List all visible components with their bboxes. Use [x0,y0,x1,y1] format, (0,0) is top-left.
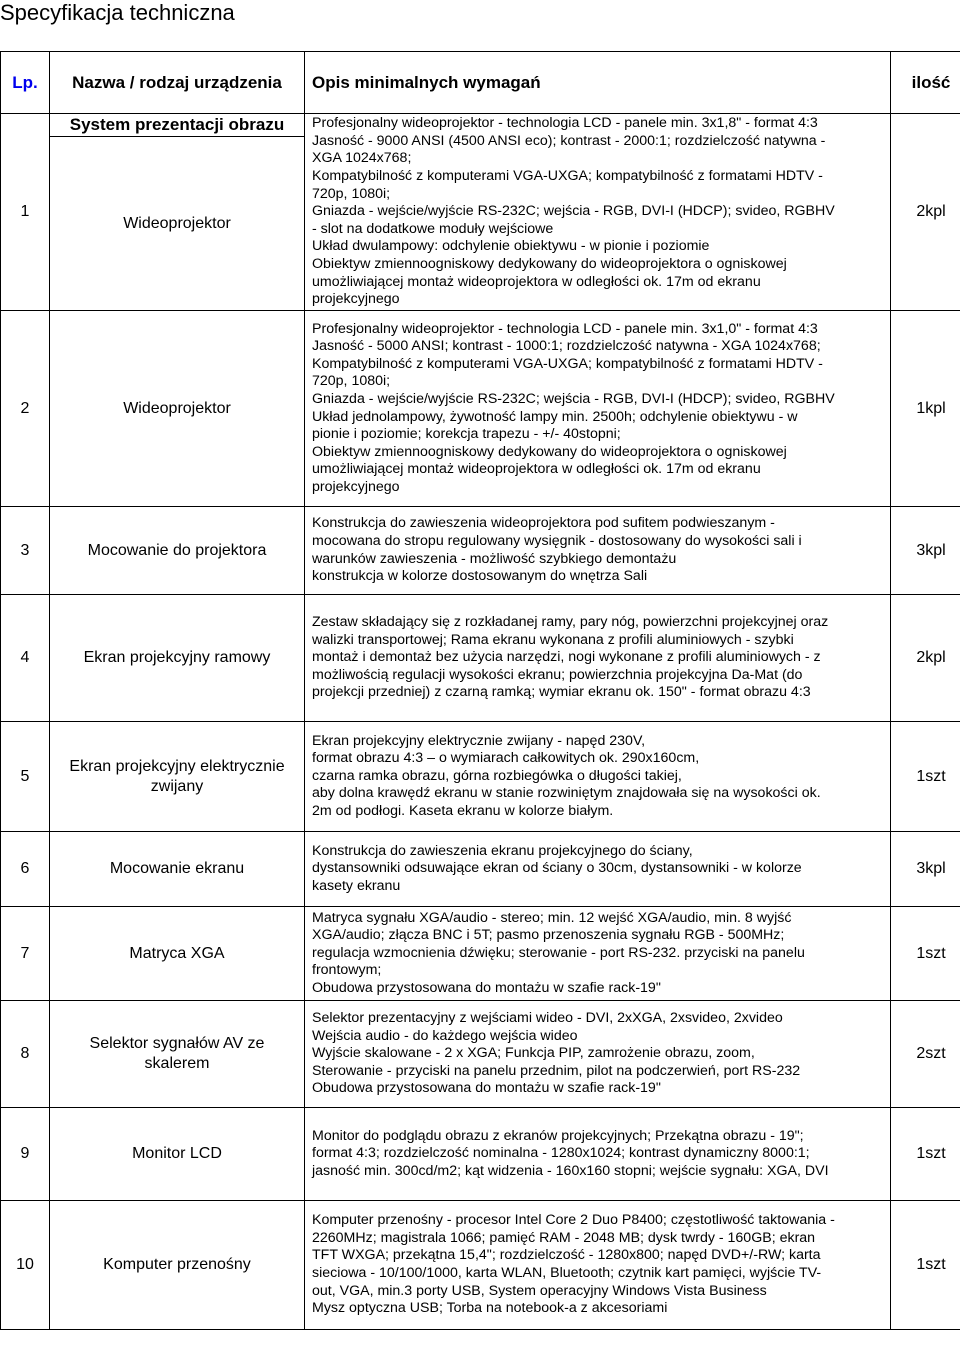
quantity: 3kpl [891,832,960,907]
device-name [50,907,305,1001]
device-name-text: Selektor sygnałów AV ze skalerem [89,1035,265,1072]
description-line: Obudowa przystosowana do montażu w szafie rack-19" [312,1080,661,1097]
description-line: frontowym; [312,962,382,979]
description-line: umożliwiającej montaż wideoprojektora w odległości ok. 17m od ekranu [312,273,761,290]
row-number: 10 [1,1201,50,1330]
quantity: 2kpl [891,114,960,311]
row-number: 4 [1,595,50,722]
table-row [1,1108,960,1201]
device-name-text: Wideoprojektor [123,399,231,417]
description-line: możliwością regulacji wysokości ekranu; powierzchnia projekcyjna Da-Mat (do [312,666,803,683]
description-line: - slot na dodatkowe moduły wejściowe [312,220,554,237]
description-line: Profesjonalny wideoprojektor - technologia LCD - panele min. 3x1,0" - format 4:3 [312,320,818,337]
description-line: konstrukcja w kolorze dostosowanym do wnętrza Sali [312,568,648,585]
row-number: 5 [1,722,50,832]
device-name-text: Monitor LCD [132,1145,222,1162]
device-name [50,595,305,722]
page-title: Specyfikacja techniczna [0,0,235,25]
section-row [1,114,960,137]
description-line: umożliwiającej montaż wideoprojektora w odległości ok. 17m od ekranu [312,461,761,478]
description-line: Komputer przenośny - procesor Intel Core 2 Duo P8400; częstotliwość taktowania - [312,1212,835,1229]
device-name [50,507,305,595]
device-name-text: Matryca XGA [129,944,225,962]
row-number: 2 [1,311,50,507]
description-line: Konstrukcja do zawieszenia wideoprojektora pod sufitem podwieszanym - [312,515,775,532]
description-line: Kompatybilność z komputerami VGA-UXGA; kompatybilność z formatami HDTV - [312,168,823,185]
row-number: 8 [1,1001,50,1108]
description-line: aby dolna krawędź ekranu w stanie rozwiniętym znajdowała się na wysokości ok. [312,785,821,802]
device-description [305,907,891,1001]
quantity: 1szt [891,1201,960,1330]
quantity: 3kpl [891,507,960,595]
quantity: 2szt [891,1001,960,1108]
description-line: Wejścia audio - do każdego wejścia wideo [312,1027,578,1044]
description-line: Profesjonalny wideoprojektor - technologia LCD - panele min. 3x1,8" - format 4:3 [312,115,818,132]
device-name [50,1108,305,1201]
table-row [1,907,960,1001]
device-description [305,311,891,507]
device-name [50,832,305,907]
description-line: format obrazu 4:3 – o wymiarach całkowitych ok. 290x160cm, [312,750,700,767]
description-line: XGA 1024x768; [312,150,412,167]
section-empty-cell: 1 [1,114,50,311]
description-line: Gniazda - wejście/wyjście RS-232C; wejścia - RGB, DVI-I (HDCP); svideo, RGBHV [312,203,835,220]
description-line: 720p, 1080i; [312,373,391,390]
header-row [1,52,960,114]
description-line: Sterowanie - przyciski na panelu przednim, pilot na podczerwień, port RS-232 [312,1062,801,1079]
description-line: czarna ramka obrazu, górna rozbiegówka o długości takiej, [312,767,682,784]
description-line: Układ dwulampowy: odchylenie obiektywu - w pionie i poziomie [312,238,710,255]
device-name [50,1201,305,1330]
header-name: Nazwa / rodzaj urządzenia [50,52,305,114]
device-description [305,722,891,832]
spec-table [0,51,960,1330]
description-line: Kompatybilność z komputerami VGA-UXGA; kompatybilność z formatami HDTV - [312,355,823,372]
description-line: pionie i poziomie; korekcja trapezu - +/- 40stopni; [312,426,621,443]
header-qty: ilość [891,52,960,114]
header-desc: Opis minimalnych wymagań [305,52,891,114]
device-description [305,114,891,311]
device-description [305,1108,891,1201]
description-line: Obiektyw zmiennoogniskowy dedykowany do wideoprojektora o ogniskowej [312,255,787,272]
device-name [50,722,305,832]
quantity: 1kpl [891,311,960,507]
table-row [1,311,960,507]
description-line: Ekran projekcyjny elektrycznie zwijany - napęd 230V, [312,732,646,749]
device-description [305,1201,891,1330]
description-line: Wyjście skalowane - 2 x XGA; Funkcja PIP, zamrożenie obrazu, zoom, [312,1045,755,1062]
device-name-text: Ekran projekcyjny ramowy [83,649,271,666]
description-line: 2260MHz; magistrala 1066; pamięć RAM - 2048 MB; dysk twrdy - 160GB; ekran [312,1229,816,1246]
description-line: Selektor prezentacyjny z wejściami wideo - DVI, 2xXGA, 2xsvideo, 2xvideo [312,1010,783,1027]
description-line: Monitor do podglądu obrazu z ekranów projekcyjnych; Przekątna obrazu - 19"; [312,1127,804,1144]
device-name-text: Wideoprojektor [123,214,231,232]
description-line: Obiektyw zmiennoogniskowy dedykowany do wideoprojektora o ogniskowej [312,443,787,460]
device-description [305,507,891,595]
table-row [1,832,960,907]
description-line: projekcji przedniej) z czarną ramką; wymiar ekranu ok. 150" - format obrazu 4:3 [312,684,811,701]
quantity: 2kpl [891,595,960,722]
row-number: 6 [1,832,50,907]
quantity: 1szt [891,1108,960,1201]
description-line: kasety ekranu [312,877,401,894]
device-name-text: Ekran projekcyjny elektrycznie zwijany [69,757,285,795]
description-line: Konstrukcja do zawieszenia ekranu projekcyjnego do ściany, [312,842,693,859]
device-name [50,137,305,311]
description-line: walizki transportowej; Rama ekranu wykonana z profili aluminiowych - szybki [312,631,794,648]
table-row [1,595,960,722]
description-line: sieciowa - 10/100/1000, karta WLAN, Bluetooth; czytnik kart pamięci, wyjście TV- [312,1265,822,1281]
description-line: Mysz optyczna USB; Torba na notebook-a z akcesoriami [312,1300,668,1317]
description-line: projekcyjnego [312,478,400,495]
description-line: Jasność - 9000 ANSI (4500 ANSI eco); kontrast - 2000:1; rozdzielczość natywna - [312,132,826,149]
device-name-text: Komputer przenośny [103,1256,251,1273]
description-line: 720p, 1080i; [312,185,391,202]
description-line: projekcyjnego [312,291,400,308]
device-name [50,311,305,507]
table-row [1,722,960,832]
description-line: jasność min. 300cd/m2; kąt widzenia - 160x160 stopni; wejście sygnału: XGA, DVI [312,1162,829,1179]
description-line: Gniazda - wejście/wyjście RS-232C; wejścia - RGB, DVI-I (HDCP); svideo, RGBHV [312,390,835,407]
header-lp: Lp. [1,52,50,114]
section-title: System prezentacji obrazu [50,114,305,137]
device-description [305,832,891,907]
description-line: Jasność - 5000 ANSI; kontrast - 1000:1; rozdzielczość natywna - XGA 1024x768; [312,338,821,355]
description-line: XGA/audio; złącza BNC i 5T; pasmo przenoszenia sygnału RGB - 500MHz; [312,927,785,944]
description-line: Matryca sygnału XGA/audio - stereo; min. 12 wejść XGA/audio, min. 8 wyjść [312,909,792,926]
table-row [1,507,960,595]
quantity: 1szt [891,907,960,1001]
row-number: 9 [1,1108,50,1201]
device-name-text: Mocowanie ekranu [109,860,245,877]
description-line: dystansowniki odsuwające ekran od ściany o 30cm, dystansowniki - w kolorze [312,860,802,877]
table-row [1,1201,960,1330]
description-line: warunków zawieszenia - możliwość szybkiego demontażu [312,550,677,567]
row-number: 3 [1,507,50,595]
description-line: Obudowa przystosowana do montażu w szafie rack-19" [312,979,661,996]
description-line: montaż i demontaż bez użycia narzędzi, nogi wykonane z profili aluminiowych - z [312,649,821,666]
description-line: TFT WXGA; przekątna 15,4"; rozdzielczość - 1280x800; napęd DVD+/-RW; karta [312,1247,821,1264]
table-row [1,1001,960,1108]
description-line: format 4:3; rozdzielczość nominalna - 1280x1024; kontrast dynamiczny 8000:1; [312,1145,810,1162]
device-name [50,1001,305,1108]
description-line: mocowana do stropu regulowany wysięgnik - dostosowany do wysokości sali i [312,532,802,549]
description-line: Zestaw składający się z rozkładanej ramy, pary nóg, powierzchni projekcyjnej oraz [312,614,829,631]
device-description [305,1001,891,1108]
description-line: Układ jednolampowy, żywotność lampy min. 2500h; odchylenie obiektywu - w [312,408,798,425]
device-name-text: Mocowanie do projektora [87,541,267,559]
description-line: regulacja wzmocnienia dźwięku; sterowanie - port RS-232. przyciski na panelu [312,944,805,961]
device-description [305,595,891,722]
row-number: 7 [1,907,50,1001]
quantity: 1szt [891,722,960,832]
description-line: 2m od podłogi. Kaseta ekranu w kolorze białym. [312,802,614,819]
description-line: out, VGA, min.3 porty USB, System operacyjny Windows Vista Business [312,1282,767,1299]
